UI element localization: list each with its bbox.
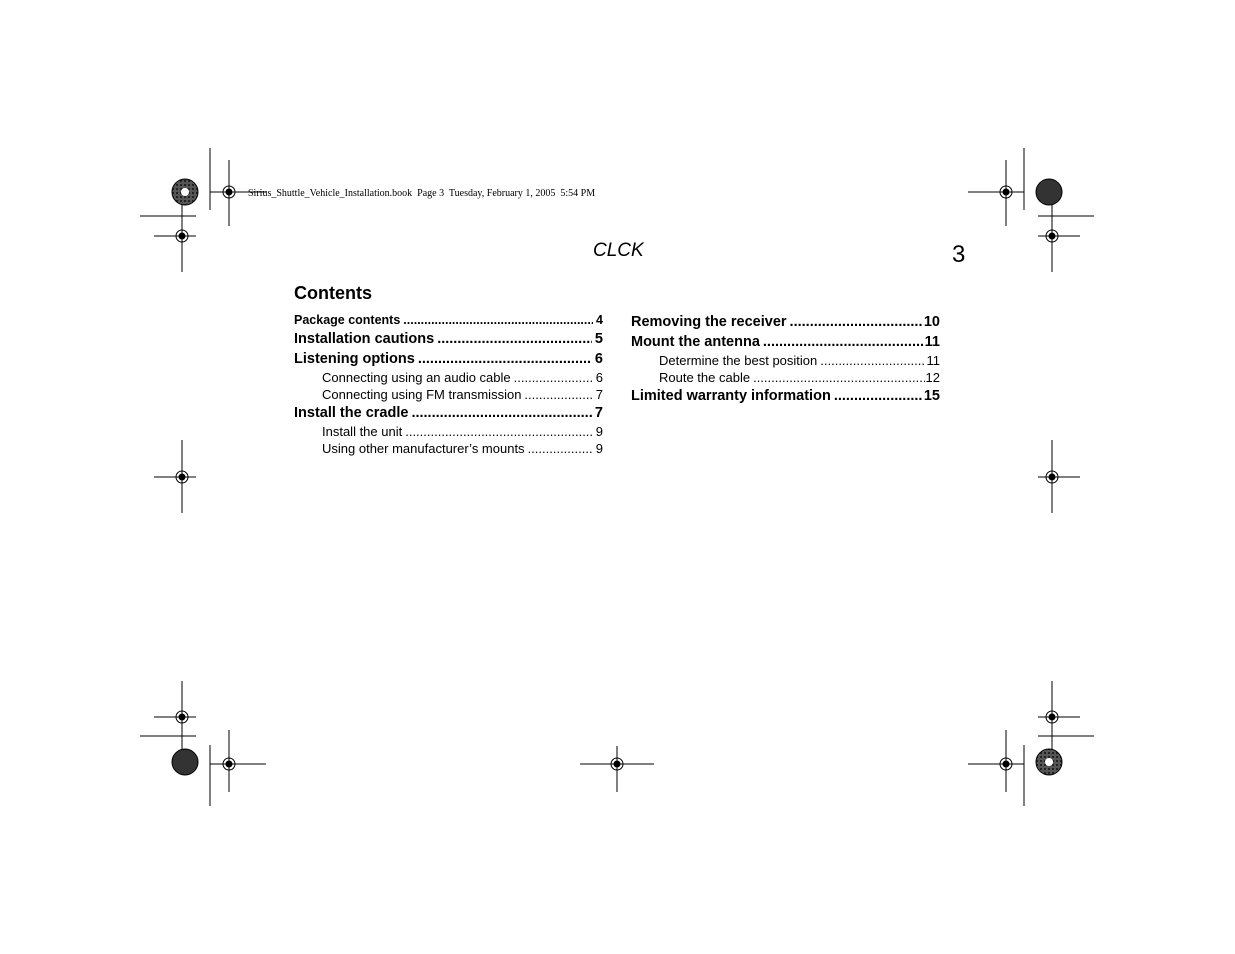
page-number: 3 bbox=[952, 241, 966, 268]
registration-mark-icon bbox=[154, 200, 196, 272]
toc-entry bbox=[294, 403, 603, 423]
toc-entry bbox=[294, 349, 603, 369]
toc-entry-label: Determine the best position bbox=[659, 353, 818, 368]
toc-entry-page: 11 bbox=[924, 334, 940, 350]
toc-leader bbox=[514, 369, 593, 386]
toc-right-column bbox=[631, 312, 940, 406]
toc-entry-page: 7 bbox=[595, 387, 603, 402]
toc-entry-page: 11 bbox=[926, 353, 940, 368]
toc-entry-page: 9 bbox=[595, 441, 603, 456]
toc-entry-page: 12 bbox=[925, 370, 940, 385]
toc-leader bbox=[763, 332, 924, 352]
toc-entry-page: 5 bbox=[594, 331, 603, 347]
toc-subentry bbox=[294, 440, 603, 457]
toc-entry-label: Using other manufacturer’s mounts bbox=[322, 441, 525, 456]
toc-leader bbox=[403, 311, 593, 329]
toc-entry bbox=[294, 311, 603, 329]
toc-entry bbox=[631, 312, 940, 332]
toc-entry bbox=[631, 386, 940, 406]
registration-mark-icon bbox=[154, 440, 196, 513]
toc-left-column bbox=[294, 311, 603, 457]
toc-subentry bbox=[294, 423, 603, 440]
toc-subentry bbox=[294, 369, 603, 386]
toc-entry-label: Connecting using FM transmission bbox=[322, 387, 522, 402]
toc-title: Contents bbox=[294, 283, 372, 303]
registration-mark-icon bbox=[580, 746, 654, 792]
toc-leader bbox=[437, 329, 592, 349]
registration-mark-icon bbox=[210, 730, 266, 792]
registration-mark-icon bbox=[154, 681, 196, 752]
toc-leader bbox=[411, 403, 591, 423]
toc-entry-page: 15 bbox=[923, 388, 940, 404]
toc-entry-page: 4 bbox=[596, 313, 603, 327]
toc-entry-page: 7 bbox=[594, 405, 603, 421]
toc-subentry bbox=[631, 352, 940, 369]
toc-entry-label: Removing the receiver bbox=[631, 314, 787, 330]
toc-subentry bbox=[631, 369, 940, 386]
toc-entry-page: 10 bbox=[923, 314, 940, 330]
toc-leader bbox=[790, 312, 923, 332]
print-slug: Sirius_Shuttle_Vehicle_Installation.book Page 3 Tuesday, February 1, 2005 5:54 PM bbox=[248, 188, 596, 199]
toc-leader bbox=[418, 349, 592, 369]
registration-mark-icon bbox=[968, 160, 1024, 226]
registration-mark-icon bbox=[1038, 440, 1080, 513]
toc-entry bbox=[631, 332, 940, 352]
star-target-icon bbox=[172, 749, 198, 775]
toc-subentry bbox=[294, 386, 603, 403]
toc-entry-label: Route the cable bbox=[659, 370, 751, 385]
toc-entry bbox=[294, 329, 603, 349]
registration-mark-icon bbox=[1038, 200, 1080, 272]
toc-entry-page: 9 bbox=[595, 424, 603, 439]
toc-entry-label: Installation cautions bbox=[294, 331, 435, 347]
toc-entry-label: Connecting using an audio cable bbox=[322, 370, 511, 385]
toc-entry-page: 6 bbox=[595, 370, 603, 385]
registration-mark-icon bbox=[1038, 681, 1080, 752]
toc-entry-label: Package contents bbox=[294, 313, 401, 327]
toc-entry-label: Install the unit bbox=[322, 424, 403, 439]
toc-entry-label: Listening options bbox=[294, 351, 415, 367]
section-label: CLCK bbox=[593, 240, 644, 261]
star-target-icon bbox=[1036, 749, 1062, 775]
star-target-icon bbox=[1036, 179, 1062, 205]
toc-entry-page: 6 bbox=[594, 351, 603, 367]
toc-leader bbox=[405, 423, 593, 440]
toc-entry-label: Mount the antenna bbox=[631, 334, 760, 350]
toc-leader bbox=[834, 386, 923, 406]
toc-leader bbox=[528, 440, 593, 457]
toc-leader bbox=[820, 352, 925, 369]
toc-leader bbox=[753, 369, 924, 386]
star-target-icon bbox=[172, 179, 198, 205]
toc-entry-label: Install the cradle bbox=[294, 405, 409, 421]
registration-mark-icon bbox=[968, 730, 1024, 792]
toc-entry-label: Limited warranty information bbox=[631, 388, 831, 404]
toc-leader bbox=[524, 386, 592, 403]
